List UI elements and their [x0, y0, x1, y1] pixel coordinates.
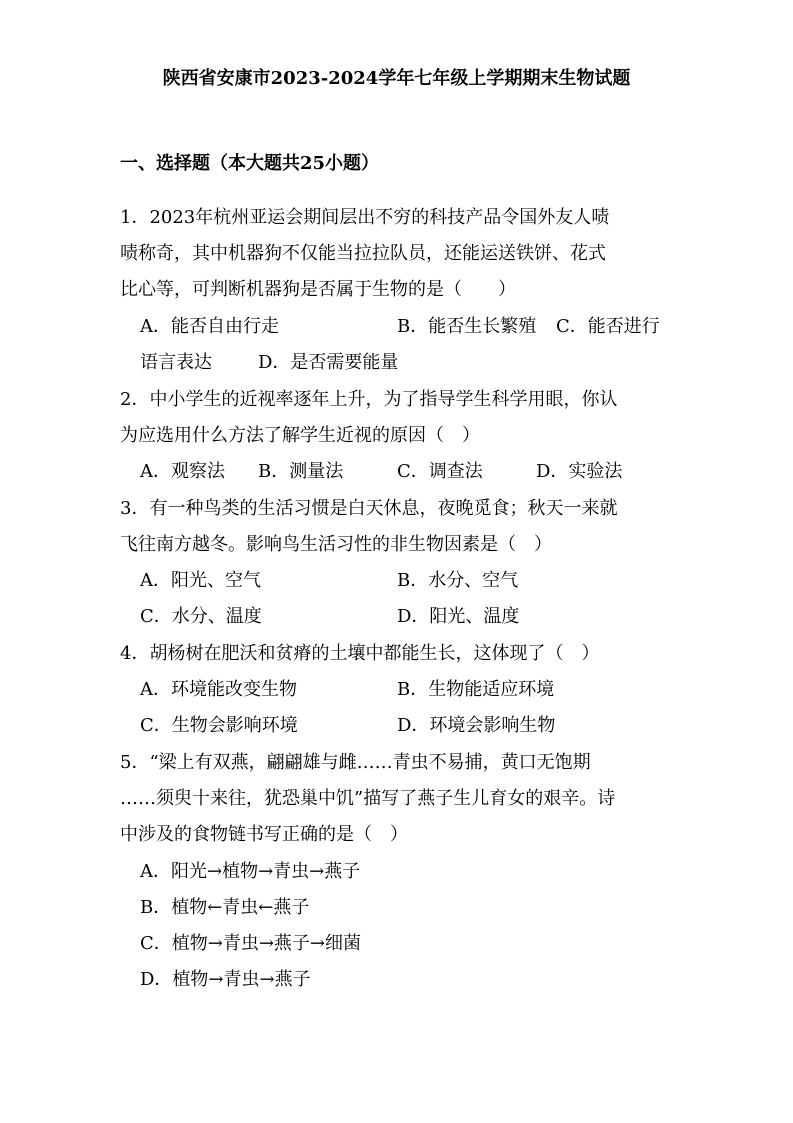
- question-3-option-a: A．阳光、空气: [140, 570, 261, 591]
- question-2-line-2: 为应选用什么方法了解学生近视的原因（ ）: [120, 425, 480, 446]
- document-title: 陕西省安康市2023-2024学年七年级上学期期末生物试题: [162, 68, 631, 89]
- question-5-option-b: B．植物←青虫←燕子: [140, 897, 310, 918]
- question-5-option-c: C．植物→青虫→燕子→细菌: [140, 933, 362, 954]
- section-heading: 一、选择题（本大题共25小题）: [120, 153, 380, 174]
- question-1-option-d: D．是否需要能量: [258, 352, 399, 373]
- question-5-line-1: 5．“梁上有双燕，翩翩雄与雌……青虫不易捕，黄口无饱期: [120, 752, 591, 773]
- question-1-line-3: 比心等，可判断机器狗是否属于生物的是（ ）: [120, 279, 516, 300]
- question-3-line-2: 飞往南方越冬。影响鸟生活习性的非生物因素是（ ）: [120, 534, 552, 555]
- question-1-option-c: C．能否进行: [556, 316, 660, 337]
- question-4-option-d: D．环境会影响生物: [397, 715, 556, 736]
- question-2-option-b: B．测量法: [258, 461, 344, 482]
- question-1-option-c-continued: 语言表达: [140, 352, 212, 373]
- question-5-line-3: 中涉及的食物链书写正确的是（ ）: [120, 824, 408, 845]
- question-3-option-c: C．水分、温度: [140, 606, 262, 627]
- question-3-option-b: B．水分、空气: [397, 570, 519, 591]
- question-5-option-d: D．植物→青虫→燕子: [140, 969, 311, 990]
- question-1-option-b: B．能否生长繁殖: [397, 316, 537, 337]
- question-4-option-b: B．生物能适应环境: [397, 679, 555, 700]
- question-2-option-a: A．观察法: [140, 461, 225, 482]
- question-3-line-1: 3．有一种鸟类的生活习惯是白天休息，夜晚觅食；秋天一来就: [120, 498, 618, 519]
- question-2-line-1: 2．中小学生的近视率逐年上升，为了指导学生科学用眼，你认: [120, 389, 618, 410]
- question-1-line-1: 1．2023年杭州亚运会期间层出不穷的科技产品令国外友人啧: [120, 207, 610, 228]
- question-4-line-1: 4．胡杨树在肥沃和贫瘠的土壤中都能生长，这体现了（ ）: [120, 643, 600, 664]
- question-1-line-2: 啧称奇，其中机器狗不仅能当拉拉队员，还能运送铁饼、花式: [120, 243, 606, 264]
- question-3-option-d: D．阳光、温度: [397, 606, 520, 627]
- question-5-option-a: A．阳光→植物→青虫→燕子: [140, 861, 361, 882]
- question-2-option-d: D．实验法: [536, 461, 623, 482]
- question-4-option-a: A．环境能改变生物: [140, 679, 297, 700]
- question-4-option-c: C．生物会影响环境: [140, 715, 298, 736]
- question-2-option-c: C．调查法: [397, 461, 483, 482]
- question-1-option-a: A．能否自由行走: [140, 316, 279, 337]
- question-5-line-2: ……须臾十来往，犹恐巢中饥”描写了燕子生儿育女的艰辛。诗: [120, 788, 616, 809]
